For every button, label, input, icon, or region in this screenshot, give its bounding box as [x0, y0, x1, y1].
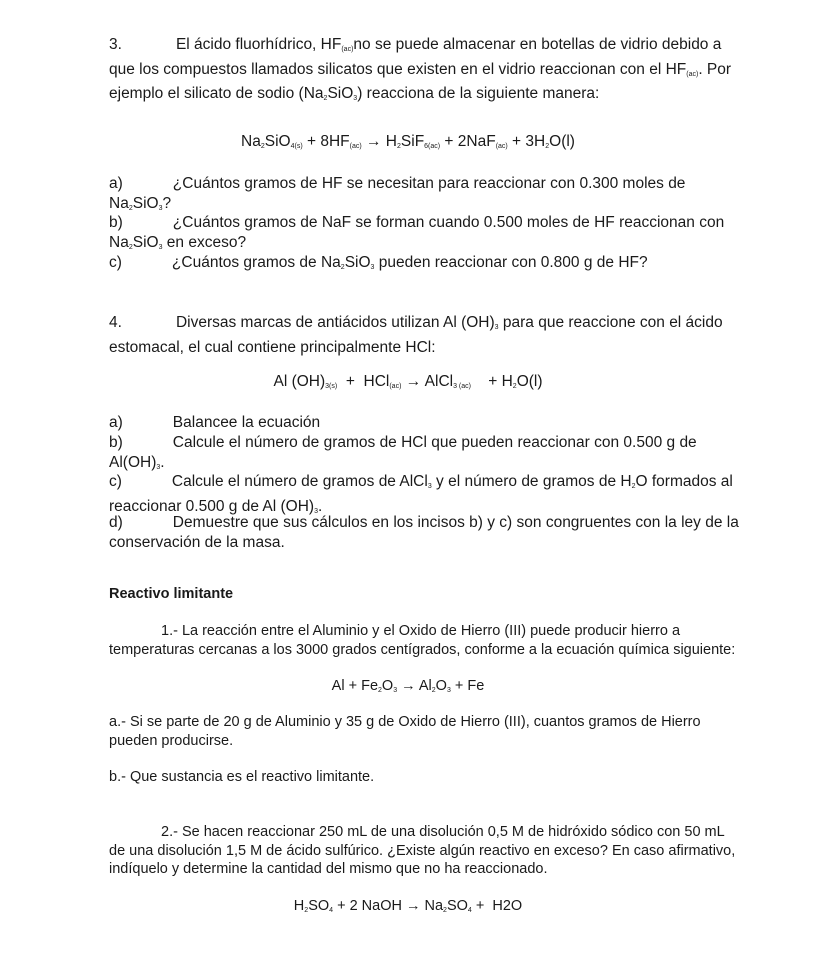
q3-equation: $Na_2SiO_{4(s)} + 8HF_{(ac)} \to H_2SiF_{6(ac)} + 2NaF_{(ac)} + 3H_2O(l)$ [241, 133, 575, 150]
limitante-equation-1: $Al + Fe_2O_3 \to Al_2O_3 + Fe$ [331, 678, 485, 694]
q4-part-a: a) Balancee la ecuación [109, 414, 321, 431]
q4-intro: 4. Diversas marcas de antiácidos utilizan Al $(OH)_3$ para que reaccione con el ácido estomacal, el cual contiene principalmente HCl: [109, 314, 723, 356]
q3-intro: 3. El ácido fluorhídrico, $HF_{(ac)}no$ se puede almacenar en botellas de vidrio debido a que los compuestos llamados silicatos que existen en el vidrio reaccionan con el $HF_{(ac)}$. Por ejemplo el silicato de sodio $(Na_2SiO_3)$ reacciona de la siguiente manera: [109, 36, 732, 102]
q4-equation: Al $(OH)_{3(s)} + HCl_{(ac)}$ → AlCl$_{3 (ac)}$ + $H_2O(l)$ [273, 373, 543, 390]
q4-part-c: c) Calcule el número de gramos de AlCl$_3$ y el número de gramos de $H_2O$ formados al reaccionar 0.500 g de Al $(OH)_3$. [109, 473, 733, 515]
limitante-problem-1b: b.- Que sustancia es el reactivo limitante. [109, 769, 375, 785]
q3-part-c: c) ¿Cuántos gramos de $Na_2SiO_3$ pueden reaccionar con 0.800 g de HF? [109, 254, 648, 271]
q3-part-b: b) ¿Cuántos gramos de NaF se forman cuando 0.500 moles de HF reaccionan con $Na_2SiO_3$ en exceso? [109, 214, 725, 251]
limitante-problem-1: 1.- La reacción entre el Aluminio y el Oxido de Hierro (III) puede producir hierro a temperaturas cercanas a los 3000 grados centígrados, conforme a la ecuación química siguiente: [109, 623, 736, 658]
limitante-equation-2: $H_2SO_4 + 2$ NaOH → $Na_2SO_4 + H2O$ [293, 898, 523, 914]
section-heading: Reactivo limitante [109, 586, 234, 602]
q4-part-d: d) Demuestre que sus cálculos en los incisos b) y c) son congruentes con la ley de la conservación de la masa. [109, 514, 739, 551]
q3-part-a: a) ¿Cuántos gramos de HF se necesitan para reaccionar con 0.300 moles de $Na_2SiO_3$? [109, 175, 686, 212]
q4-part-b: b) Calcule el número de gramos de HCl que pueden reaccionar con 0.500 g de $Al(OH)_3$. [109, 434, 697, 471]
limitante-problem-2: 2.- Se hacen reaccionar 250 mL de una disolución 0,5 M de hidróxido sódico con 50 mL de una disolución 1,5 M de ácido sulfúrico. ¿Existe algún reactivo en exceso? En caso afirmativo, indíquelo y determine la cantidad del mismo que no ha reaccionado. [109, 824, 736, 877]
limitante-problem-1a: a.- Si se parte de 20 g de Aluminio y 35 g de Oxido de Hierro (III), cuantos gramos de Hierro pueden producirse. [109, 714, 701, 749]
